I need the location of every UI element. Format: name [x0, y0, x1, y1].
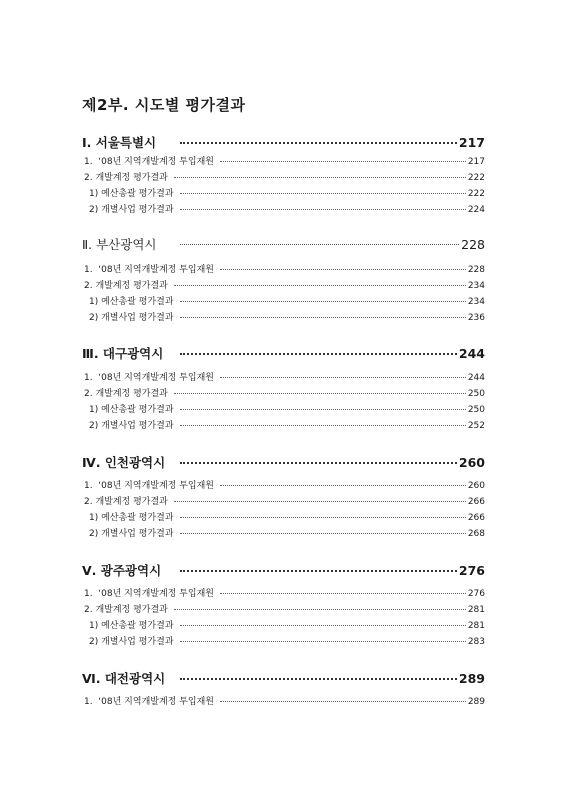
dot-leader	[180, 677, 457, 680]
dot-leader	[180, 316, 466, 318]
page-number: 222	[467, 173, 485, 183]
dot-leader	[180, 192, 466, 194]
item-label: 1. ‘08년 지역개발계정 투입재원	[84, 265, 214, 275]
item-label: 1. ‘08년 지역개발계정 투입재원	[84, 481, 214, 491]
dot-leader	[180, 624, 466, 626]
item-label: 1) 예산총괄 평가결과	[89, 405, 174, 415]
page-number: 250	[467, 405, 485, 415]
page-number: 281	[467, 605, 485, 615]
page-number: 260	[467, 481, 485, 491]
toc-item[interactable]	[82, 618, 485, 631]
page-number: 266	[467, 497, 485, 507]
item-label: 1) 예산총괄 평가결과	[89, 513, 174, 523]
page-number: 228	[467, 265, 485, 275]
dot-leader	[180, 243, 459, 245]
page-number: 281	[467, 621, 485, 631]
page-title: 제2부. 시도별 평가결과	[82, 96, 246, 114]
toc-chapter[interactable]	[82, 453, 485, 471]
toc-item[interactable]	[82, 170, 485, 183]
dot-leader	[180, 141, 457, 144]
page-number: 276	[458, 563, 485, 578]
dot-leader	[174, 608, 466, 610]
toc-item[interactable]	[82, 386, 485, 399]
item-label: 1. ‘08년 지역개발계정 투입재원	[84, 373, 214, 383]
page-number: 289	[467, 697, 485, 707]
toc-item[interactable]	[82, 370, 485, 383]
page-number: 266	[467, 513, 485, 523]
item-label: 1. ‘08년 지역개발계정 투입재원	[84, 589, 214, 599]
dot-leader	[174, 176, 466, 178]
toc-item[interactable]	[82, 202, 485, 215]
toc-chapter[interactable]	[82, 133, 485, 151]
toc-item[interactable]	[82, 262, 485, 275]
chapter-heading: Ⅱ. 부산광역시	[82, 237, 157, 252]
page-number: 260	[458, 455, 485, 470]
item-label: 2. 개발계정 평가결과	[84, 173, 168, 183]
chapter-heading: Ⅰ. 서울특별시	[82, 135, 157, 150]
page-number: 236	[467, 313, 485, 323]
toc-chapter[interactable]	[82, 235, 485, 253]
toc-item[interactable]	[82, 186, 485, 199]
toc-chapter[interactable]	[82, 561, 485, 579]
item-label: 1) 예산총괄 평가결과	[89, 621, 174, 631]
chapter-heading: Ⅳ. 인천광역시	[82, 455, 166, 470]
dot-leader	[174, 500, 466, 502]
toc-item[interactable]	[82, 278, 485, 291]
item-label: 2) 개별사업 평가결과	[89, 421, 174, 431]
page-number: 276	[467, 589, 485, 599]
page-number: 217	[467, 157, 485, 167]
item-label: 1) 예산총괄 평가결과	[89, 297, 174, 307]
page-number: 244	[458, 346, 485, 361]
dot-leader	[180, 208, 466, 210]
toc-item[interactable]	[82, 294, 485, 307]
item-label: 1. ‘08년 지역개발계정 투입재원	[84, 157, 214, 167]
toc-item[interactable]	[82, 418, 485, 431]
dot-leader	[180, 300, 466, 302]
dot-leader	[220, 592, 466, 594]
item-label: 2. 개발계정 평가결과	[84, 497, 168, 507]
toc-item[interactable]	[82, 154, 485, 167]
toc-chapter[interactable]	[82, 344, 485, 362]
item-label: 2) 개별사업 평가결과	[89, 313, 174, 323]
toc-item[interactable]	[82, 478, 485, 491]
page-number: 244	[467, 373, 485, 383]
page-number: 222	[467, 189, 485, 199]
page-number: 283	[467, 637, 485, 647]
page-number: 234	[467, 297, 485, 307]
item-label: 2) 개별사업 평가결과	[89, 205, 174, 215]
dot-leader	[220, 700, 466, 702]
page-number: 268	[467, 529, 485, 539]
page-number: 234	[467, 281, 485, 291]
page-number: 217	[458, 135, 485, 150]
dot-leader	[220, 268, 466, 270]
toc-item[interactable]	[82, 494, 485, 507]
dot-leader	[220, 484, 466, 486]
dot-leader	[180, 352, 457, 355]
toc-item[interactable]	[82, 310, 485, 323]
page-number: 224	[467, 205, 485, 215]
page-number: 252	[467, 421, 485, 431]
item-label: 1. ‘08년 지역개발계정 투입재원	[84, 697, 214, 707]
dot-leader	[220, 160, 466, 162]
toc-item[interactable]	[82, 602, 485, 615]
page-number: 289	[458, 671, 485, 686]
dot-leader	[220, 376, 466, 378]
item-label: 2. 개발계정 평가결과	[84, 281, 168, 291]
toc-item[interactable]	[82, 526, 485, 539]
page-number: 228	[461, 237, 485, 252]
dot-leader	[174, 392, 466, 394]
dot-leader	[180, 424, 466, 426]
item-label: 2. 개발계정 평가결과	[84, 389, 168, 399]
item-label: 2) 개별사업 평가결과	[89, 529, 174, 539]
item-label: 2. 개발계정 평가결과	[84, 605, 168, 615]
dot-leader	[180, 569, 457, 572]
chapter-heading: Ⅲ. 대구광역시	[82, 346, 164, 361]
dot-leader	[180, 408, 466, 410]
dot-leader	[180, 640, 466, 642]
toc-chapter[interactable]	[82, 669, 485, 687]
item-label: 1) 예산총괄 평가결과	[89, 189, 174, 199]
toc-item[interactable]	[82, 510, 485, 523]
dot-leader	[180, 461, 457, 464]
dot-leader	[174, 284, 466, 286]
dot-leader	[180, 516, 466, 518]
dot-leader	[180, 532, 466, 534]
chapter-heading: Ⅵ. 대전광역시	[82, 671, 166, 686]
toc-item[interactable]	[82, 634, 485, 647]
chapter-heading: Ⅴ. 광주광역시	[82, 563, 162, 578]
toc-item[interactable]	[82, 402, 485, 415]
item-label: 2) 개별사업 평가결과	[89, 637, 174, 647]
toc-item[interactable]	[82, 694, 485, 707]
toc-item[interactable]	[82, 586, 485, 599]
page-number: 250	[467, 389, 485, 399]
